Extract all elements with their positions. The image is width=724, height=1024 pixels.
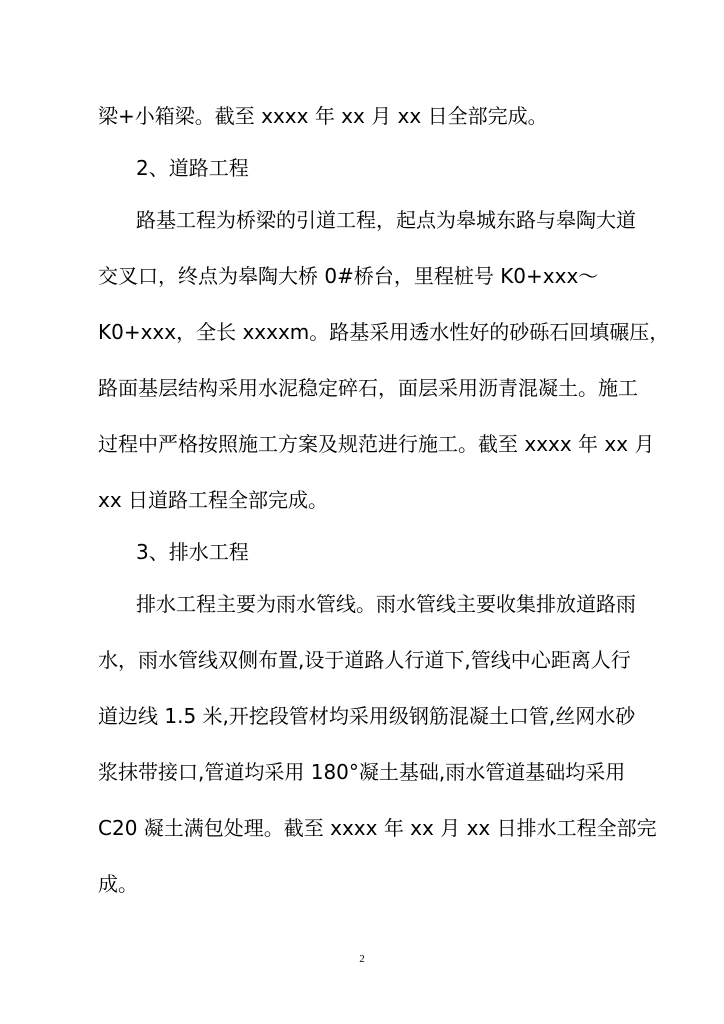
paragraph-line: 排水工程主要为雨水管线。雨水管线主要收集排放道路雨 xyxy=(136,592,636,616)
paragraph-line: 水，雨水管线双侧布置,设于道路人行道下,管线中心距离人行 xyxy=(98,648,631,672)
paragraph-line: K0+xxx，全长 xxxxm。路基采用透水性好的砂砾石回填碾压， xyxy=(98,320,670,344)
paragraph-line: C20 凝土满包处理。截至 xxxx 年 xx 月 xx 日排水工程全部完 xyxy=(98,816,657,840)
section-heading-drainage: 3、排水工程 xyxy=(136,540,249,564)
page-number: 2 xyxy=(359,953,365,965)
paragraph-line: 交叉口，终点为皋陶大桥 0#桥台，里程桩号 K0+xxx～ xyxy=(98,264,599,288)
paragraph-line: xx 日道路工程全部完成。 xyxy=(98,488,329,512)
paragraph-line: 过程中严格按照施工方案及规范进行施工。截至 xxxx 年 xx 月 xyxy=(98,432,655,456)
section-heading-road: 2、道路工程 xyxy=(136,156,249,180)
paragraph-line: 道边线 1.5 米,开挖段管材均采用级钢筋混凝土口管,丝网水砂 xyxy=(98,704,636,728)
paragraph-line: 路面基层结构采用水泥稳定碎石，面层采用沥青混凝土。施工 xyxy=(98,376,638,400)
paragraph-line: 成。 xyxy=(98,872,138,896)
paragraph-line: 梁+小箱梁。截至 xxxx 年 xx 月 xx 日全部完成。 xyxy=(98,104,548,128)
paragraph-line: 浆抹带接口,管道均采用 180°凝土基础,雨水管道基础均采用 xyxy=(98,760,626,784)
paragraph-line: 路基工程为桥梁的引道工程，起点为皋城东路与皋陶大道 xyxy=(136,208,636,232)
